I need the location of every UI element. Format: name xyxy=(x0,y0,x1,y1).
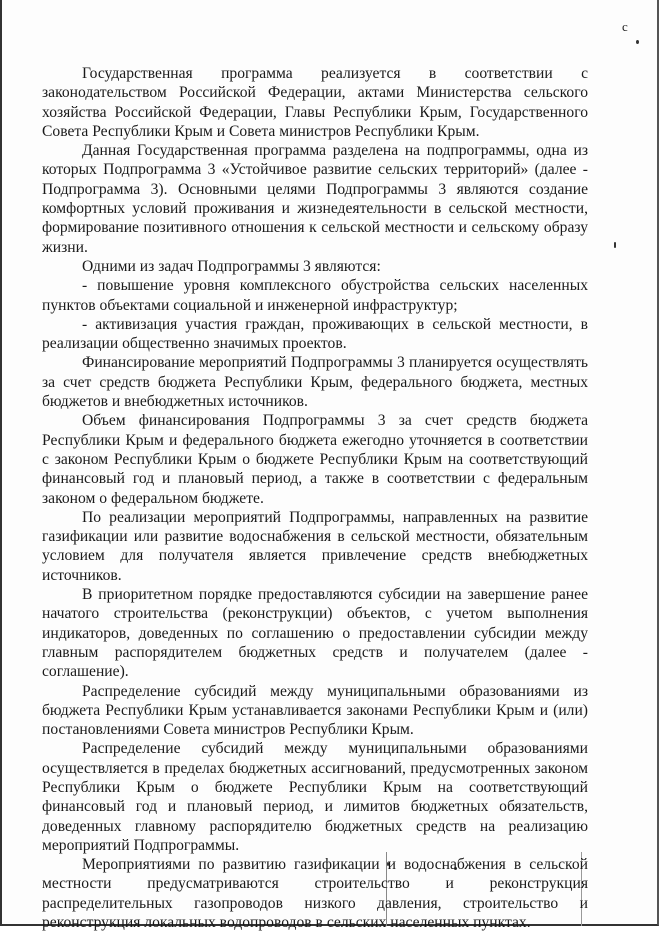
paragraph: В приоритетном порядке предоставляются субсидии на завершение ранее начатого строительства (реконструкции) объектов, с учетом выполнения индикаторов, доведенных по соглашению о предоставлении субсидии между главным распорядителем бюджетных средств и получателем (далее - соглашение). xyxy=(42,586,588,681)
list-item: - повышение уровня комплексного обустройства сельских населенных пунктов объектами социальной и инженерной инфраструктур; xyxy=(42,277,588,314)
paragraph: Мероприятиями по развитию газификации и водоснабжения в сельской местности предусматриваются строительство и реконструкция распределительных газопроводов низкого давления, строительство и реконструкция локальных водопроводов в сельских населенных пунктах. xyxy=(42,856,588,932)
paragraph: Одними из задач Подпрограммы 3 являются: xyxy=(82,257,381,275)
document-body xyxy=(42,64,588,932)
paragraph: Данная Государственная программа разделена на подпрограммы, одна из которых Подпрограмма 3 «Устойчивое развитие сельских территорий» (далее - Подпрограмма 3). Основными целями Подпрограммы 3 являются создание комфортных условий проживания и жизнедеятельности в сельской местности, формирование позитивного отношения к сельской местности и сельскому образу жизни. xyxy=(42,142,588,256)
scan-speck xyxy=(636,40,639,44)
stray-margin-letter: с xyxy=(622,19,628,34)
paragraph: Объем финансирования Подпрограммы 3 за счет средств бюджета Республики Крым и федерального бюджета ежегодно уточняется в соответствии с законом Республики Крым о бюджете Республики Крым на соответствующий финансовый год и плановый период, а также в соответствии с федеральным законом о федеральном бюджете. xyxy=(42,412,588,507)
paragraph: Финансирование мероприятий Подпрограммы 3 планируется осуществлять за счет средств бюджета Республики Крым, федерального бюджета, местных бюджетов и внебюджетных источников. xyxy=(42,354,588,411)
paragraph: Государственная программа реализуется в соответствии с законодательством Российской Федерации, актами Министерства сельского хозяйства Российской Федерации, Главы Республики Крым, Государственного Совета Республики Крым и Совета министров Республики Крым. xyxy=(42,65,588,140)
paragraph: Распределение субсидий между муниципальными образованиями осуществляется в пределах бюджетных ассигнований, предусмотренных законом Республики Крым о бюджете Республики Крым на соответствующий финансовый год и плановый период, и лимитов бюджетных обязательств, доведенных главному распорядителю бюджетных средств на реализацию мероприятий Подпрограммы. xyxy=(42,740,588,854)
paragraph: Распределение субсидий между муниципальными образованиями из бюджета Республики Крым устанавливается законами Республики Крым и (или) постановлениями Совета министров Республики Крым. xyxy=(42,682,588,739)
paragraph: По реализации мероприятий Подпрограммы, направленных на развитие газификации или развитие водоснабжения в сельской местности, обязательным условием для получателя является привлечение средств внебюджетных источников. xyxy=(42,508,588,584)
list-item: - активизация участия граждан, проживающих в сельской местности, в реализации общественно значимых проектов. xyxy=(42,315,588,353)
scan-speck xyxy=(614,242,616,248)
